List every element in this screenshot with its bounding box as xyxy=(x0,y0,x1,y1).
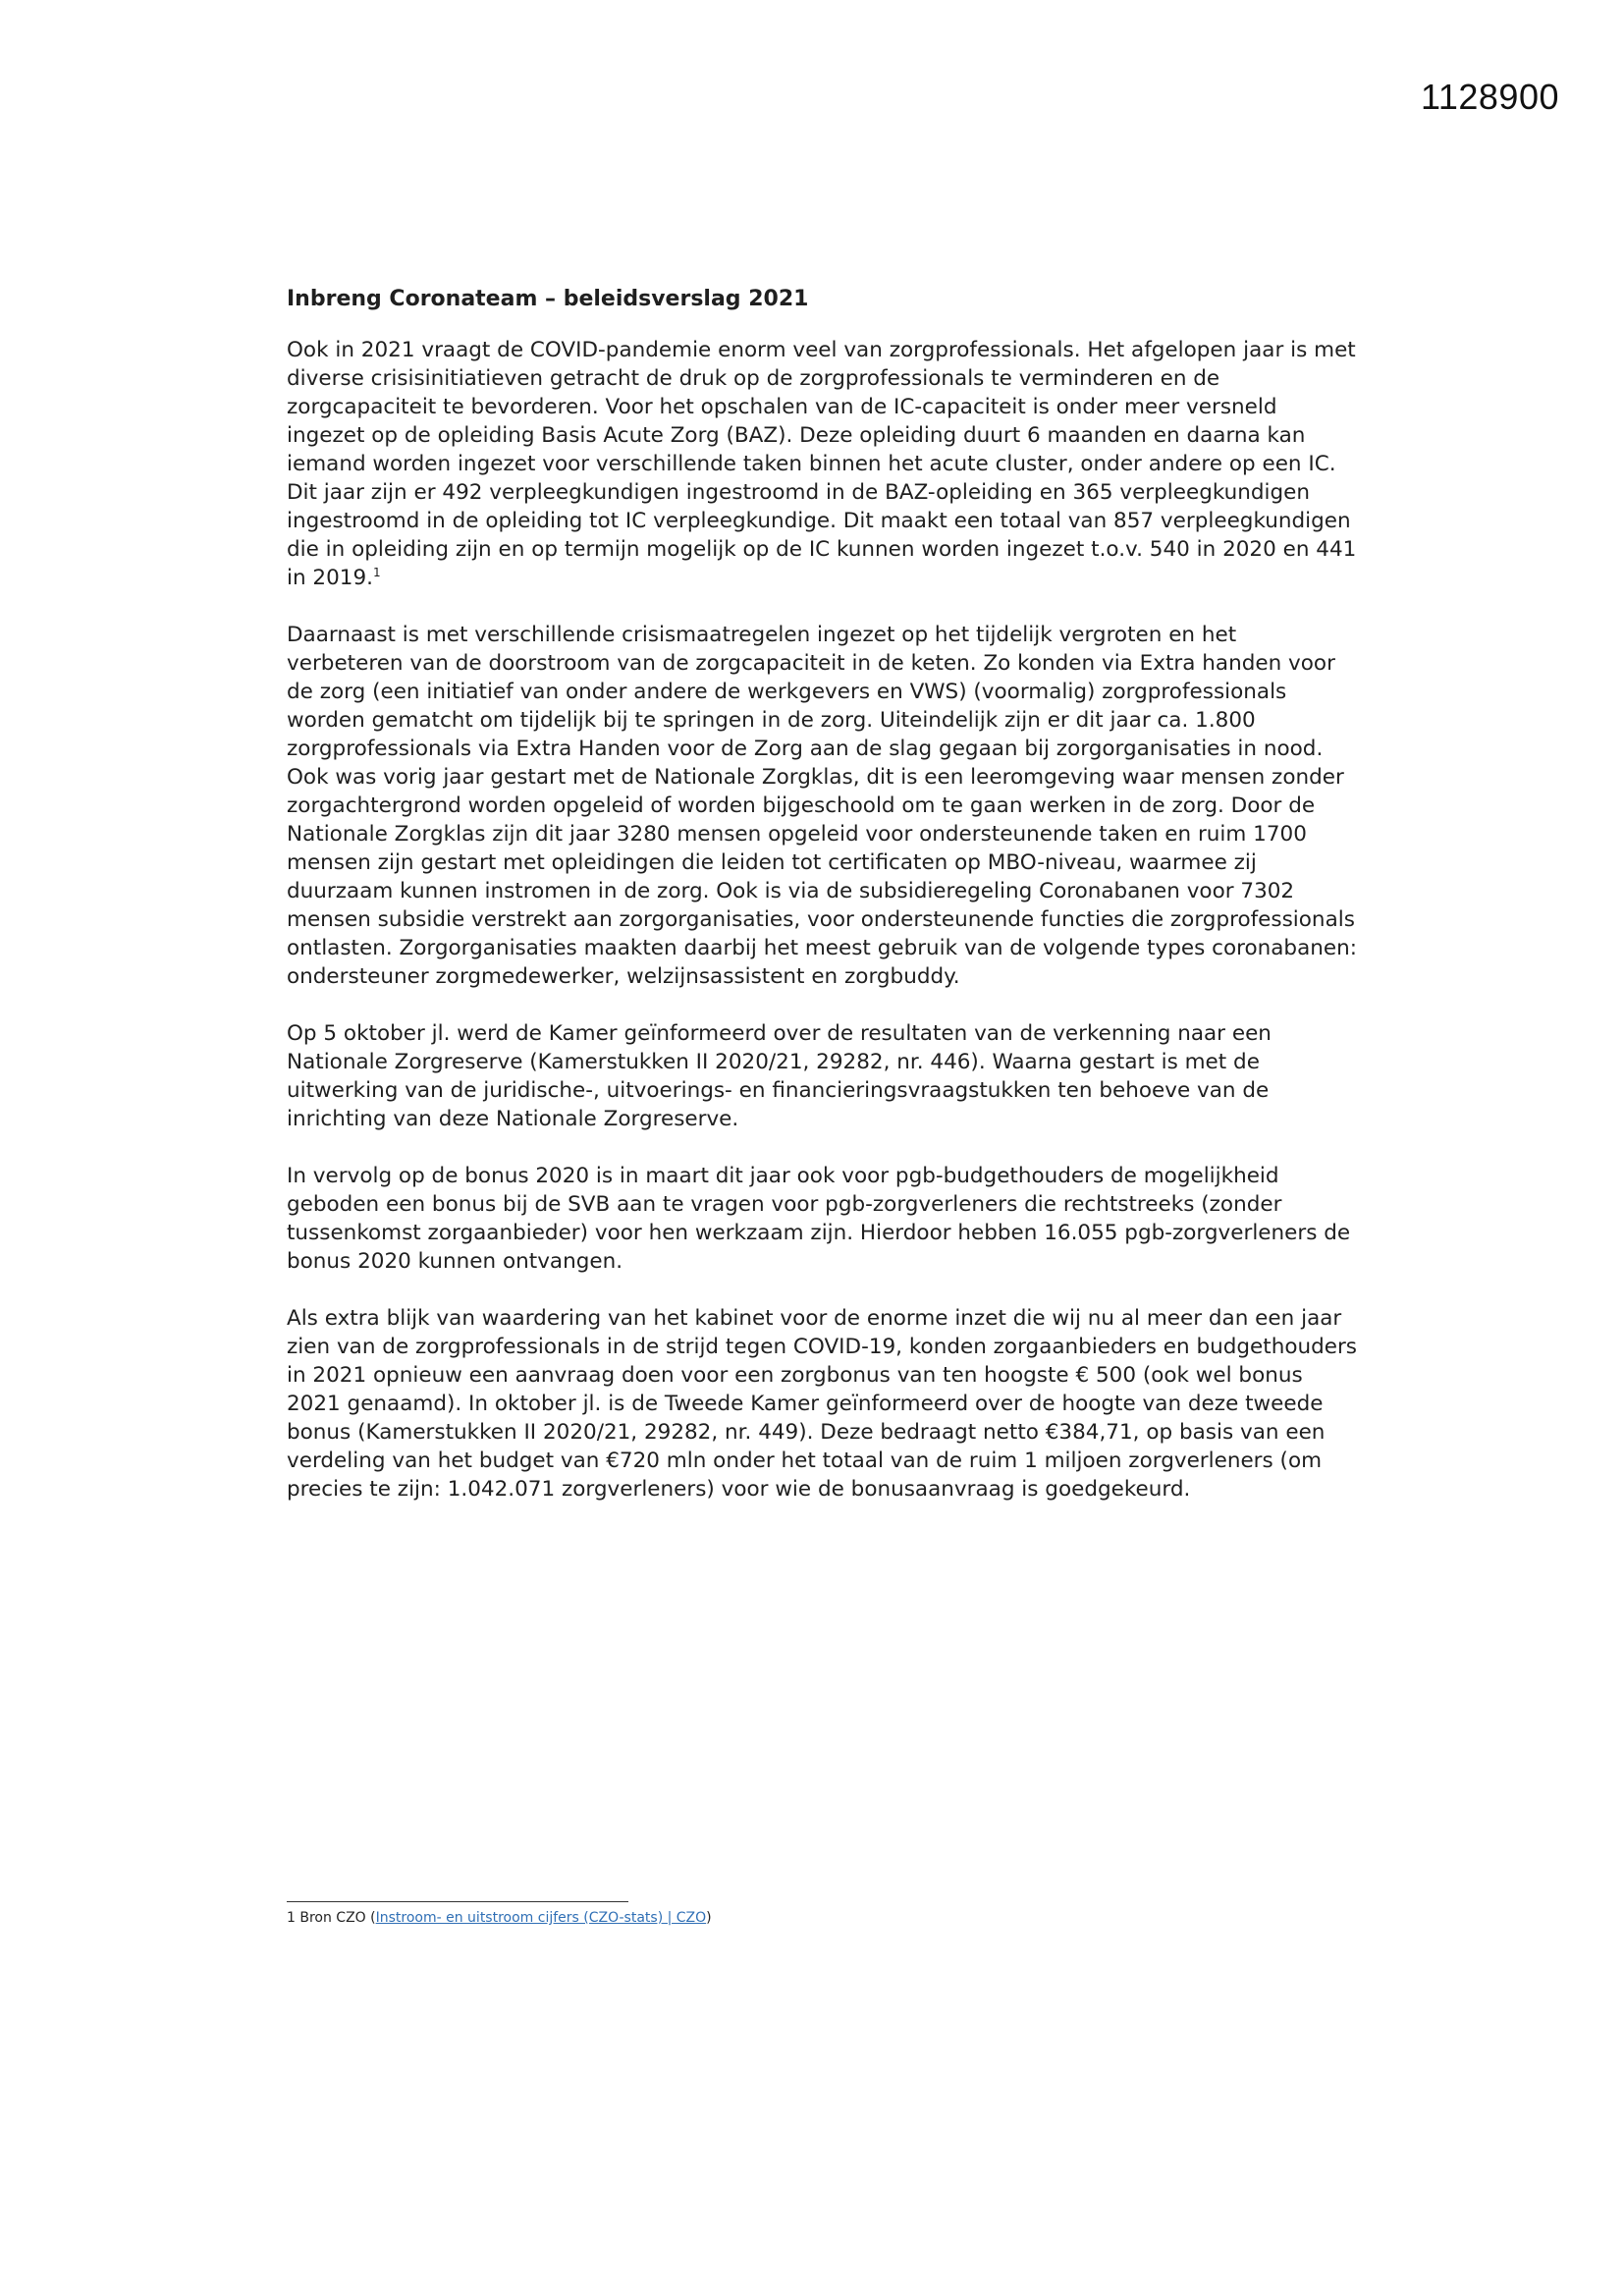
footnote-prefix: 1 Bron CZO ( xyxy=(287,1910,376,1926)
paragraph-text: In vervolg op de bonus 2020 is in maart dit jaar ook voor pgb-budgethouders de mogelijkheid geboden een bonus bij de SVB aan te vragen voor pgb-zorgverleners die rechtstreeks (zonder tussenkomst zorgaanbieder) voor hen werkzaam zijn. Hierdoor hebben 16.055 pgb-zorgverleners de bonus 2020 kunnen ontvangen. xyxy=(287,1164,1351,1274)
document-title: Inbreng Coronateam – beleidsverslag 2021 xyxy=(287,287,809,311)
footnote xyxy=(287,1909,712,1927)
paragraph-crisis-measures xyxy=(287,621,1357,991)
paragraph-text: Als extra blijk van waardering van het kabinet voor de enorme inzet die wij nu al meer dan een jaar zien van de zorgprofessionals in de strijd tegen COVID-19, konden zorgaanbieders en budgethouders in 2021 opnieuw een aanvraag doen voor een zorgbonus van ten hoogste € 500 (ook wel bonus 2021 genaamd). In oktober jl. is de Tweede Kamer geïnformeerd over de hoogte van deze tweede bonus (Kamerstukken II 2020/21, 29282, nr. 449). Deze bedraagt netto €384,71, op basis van een verdeling van het budget van €720 mln onder het totaal van de ruim 1 miljoen zorgverleners (om precies te zijn: 1.042.071 zorgverleners) voor wie de bonusaanvraag is goedgekeurd. xyxy=(287,1306,1358,1502)
paragraph-care-bonus-2021 xyxy=(287,1304,1357,1503)
paragraph-text: Daarnaast is met verschillende crisismaatregelen ingezet op het tijdelijk vergroten en het verbeteren van de doorstroom van de zorgcapaciteit in de keten. Zo konden via Extra handen voor de zorg (een initiatief van onder andere de werkgevers en VWS) (voormalig) zorgprofessionals worden gematcht om tijdelijk bij te springen in de zorg. Uiteindelijk zijn er dit jaar ca. 1.800 zorgprofessionals via Extra Handen voor de Zorg aan de slag gegaan bij zorgorganisaties in nood. Ook was vorig jaar gestart met de Nationale Zorgklas, dit is een leeromgeving waar mensen zonder zorgachtergrond worden opgeleid of worden bijgeschoold om te gaan werken in de zorg. Door de Nationale Zorgklas zijn dit jaar 3280 mensen opgeleid voor ondersteunende taken en ruim 1700 mensen zijn gestart met opleidingen die leiden tot certificaten op MBO-niveau, waarmee zij duurzaam kunnen instromen in de zorg. Ook is via de subsidieregeling Coronabanen voor 7302 mensen subsidie verstrekt aan zorgorganisaties, voor ondersteunende functies die zorgprofessionals ontlasten. Zorgorganisaties maakten daarbij het meest gebruik van de volgende types coronabanen: ondersteuner zorgmedewerker, welzijnsassistent en zorgbuddy. xyxy=(287,623,1357,989)
paragraph-national-care-reserve xyxy=(287,1019,1357,1133)
paragraph-pgb-bonus xyxy=(287,1162,1357,1276)
footnote-divider xyxy=(287,1901,628,1902)
document-id: 1128900 xyxy=(1421,77,1559,117)
paragraph-text: Op 5 oktober jl. werd de Kamer geïnformeerd over de resultaten van de verkenning naar een Nationale Zorgreserve (Kamerstukken II 2020/21, 29282, nr. 446). Waarna gestart is met de uitwerking van de juridische-, uitvoerings- en financieringsvraagstukken ten behoeve van de inrichting van deze Nationale Zorgreserve. xyxy=(287,1021,1272,1131)
paragraph-ic-capacity xyxy=(287,336,1357,592)
paragraph-text: Ook in 2021 vraagt de COVID-pandemie enorm veel van zorgprofessionals. Het afgelopen jaar is met diverse crisisinitiatieven getracht de druk op de zorgprofessionals te verminderen en de zorgcapaciteit te bevorderen. Voor het opschalen van de IC-capaciteit is onder meer versneld ingezet op de opleiding Basis Acute Zorg (BAZ). Deze opleiding duurt 6 maanden en daarna kan iemand worden ingezet voor verschillende taken binnen het acute cluster, onder andere op een IC. Dit jaar zijn er 492 verpleegkundigen ingestroomd in de BAZ-opleiding en 365 verpleegkundigen ingestroomd in de opleiding tot IC verpleegkundige. Dit maakt een totaal van 857 verpleegkundigen die in opleiding zijn en op termijn mogelijk op de IC kunnen worden ingezet t.o.v. 540 in 2020 en 441 in 2019. xyxy=(287,338,1357,590)
footnote-reference: 1 xyxy=(372,565,381,579)
document-body xyxy=(287,285,1357,1532)
footnote-suffix: ) xyxy=(706,1910,712,1926)
footnote-source-link[interactable]: Instroom- en uitstroom cijfers (CZO-stats) | CZO xyxy=(375,1910,707,1926)
